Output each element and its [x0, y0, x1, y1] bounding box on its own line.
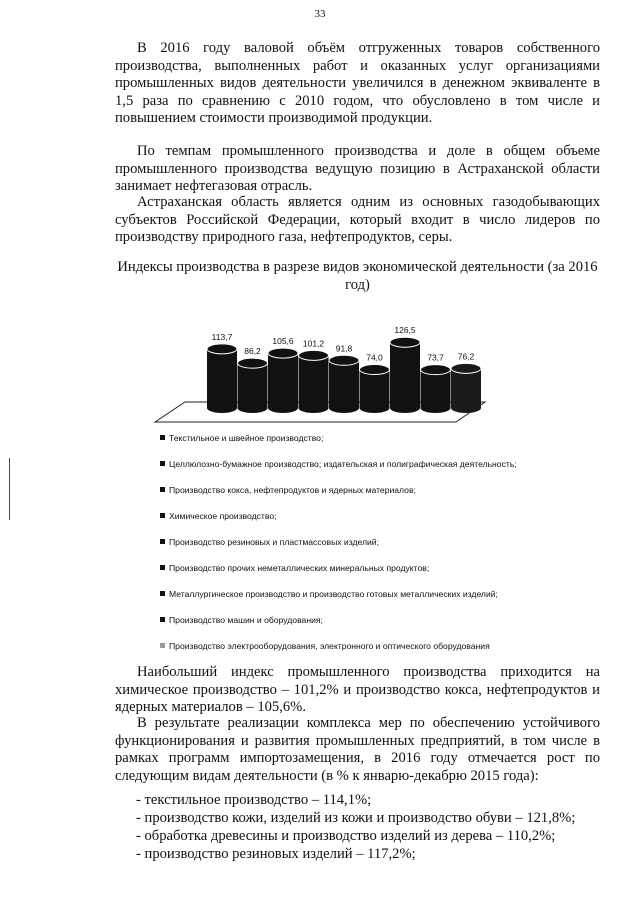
chart-bar	[329, 355, 359, 413]
legend-item	[160, 562, 517, 588]
chart-data-label: 101,2	[302, 338, 325, 349]
chart-bar	[360, 365, 390, 413]
chart-data-label: 113,7	[211, 331, 233, 342]
chart-bar	[421, 365, 451, 413]
paragraph-gas-region: Астраханская область является одним из основных газодобывающих субъектов Российской Федерации, который входит в число лидеров по производству природного газа, нефтепродуктов, серы.	[115, 194, 600, 246]
list-item: - текстильное производство – 114,1%;	[136, 792, 372, 808]
growth-list	[136, 791, 575, 863]
margin-line	[9, 458, 10, 520]
legend-item	[160, 614, 517, 640]
legend-item	[160, 588, 517, 614]
legend-label: Производство электрооборудования, электронного и оптического оборудования	[169, 641, 490, 651]
chart-data-label: 74,0	[366, 352, 383, 363]
legend-swatch	[160, 487, 165, 492]
legend-swatch	[160, 435, 165, 440]
legend-item	[160, 458, 517, 484]
chart-data-label: 86,2	[244, 346, 261, 357]
chart-title: Индексы производства в разрезе видов экономической деятельности (за 2016 год)	[117, 259, 598, 293]
chart-data-label: 76,2	[457, 351, 475, 362]
legend-swatch	[160, 643, 165, 648]
list-item: - обработка древесины и производство изделий из дерева – 110,2%;	[136, 828, 556, 844]
legend-label: Металлургическое производство и производство готовых металлических изделий;	[169, 589, 498, 599]
legend-label: Производство прочих неметаллических минеральных продуктов;	[169, 563, 430, 573]
legend-item	[160, 510, 517, 536]
legend-item	[160, 432, 517, 458]
legend-swatch	[160, 591, 165, 596]
legend-label: Производство кокса, нефтепродуктов и ядерных материалов;	[169, 485, 416, 495]
legend-label: Химическое производство;	[169, 511, 277, 521]
chart-bar	[299, 350, 329, 413]
chart-data-label: 126,5	[394, 325, 416, 336]
chart-bar	[238, 358, 268, 413]
page-number: 33	[314, 8, 326, 20]
paragraph-highest-index: Наибольший индекс промышленного производства приходится на химическое производство – 101,2% и производство кокса, нефтепродуктов и ядерных материалов – 105,6%.	[115, 664, 600, 716]
chart-data-label: 105,6	[272, 336, 294, 347]
legend-item	[160, 536, 517, 562]
legend-label: Производство машин и оборудования;	[169, 615, 323, 625]
list-item: - производство кожи, изделий из кожи и производство обуви – 121,8%;	[136, 810, 576, 826]
legend-item	[160, 484, 517, 510]
chart-data-label: 91,8	[335, 343, 353, 354]
paragraph-oil-gas-leader: По темпам промышленного производства и доле в общем объеме промышленного производства ведущую позицию в Астраханской области занимает нефтегазовая отрасль.	[115, 143, 600, 195]
legend-swatch	[160, 461, 165, 466]
legend-swatch	[160, 539, 165, 544]
legend-item	[160, 640, 517, 666]
list-item: - производство резиновых изделий – 117,2%;	[136, 846, 416, 862]
legend-label: Целлюлозно-бумажное производство; издательская и полиграфическая деятельность;	[169, 459, 517, 469]
chart-bar	[207, 344, 237, 413]
production-index-chart	[150, 296, 500, 426]
paragraph-gross-output: В 2016 году валовой объём отгруженных товаров собственного производства, выполненных работ и оказанных услуг организациями промышленных видов деятельности увеличился в денежном эквиваленте в 1,5 раза по сравнению с 2010 годом, что обусловлено в том числе и повышением стоимости производимой продукции.	[115, 40, 600, 127]
legend-label: Производство резиновых и пластмассовых изделий;	[169, 537, 379, 547]
chart-bar	[390, 337, 420, 413]
legend-label: Текстильное и швейное производство;	[169, 433, 324, 443]
chart-legend	[160, 432, 517, 666]
legend-swatch	[160, 565, 165, 570]
chart-bar	[268, 348, 298, 413]
chart-data-label: 73,7	[427, 352, 444, 363]
paragraph-growth-intro: В результате реализации комплекса мер по обеспечению устойчивого функционирования и развития промышленных предприятий, в том числе в рамках программ импортозамещения, в 2016 году отмечается рост по следующим видам деятельности (в % к январю-декабрю 2015 года):	[115, 715, 600, 784]
legend-swatch	[160, 513, 165, 518]
legend-swatch	[160, 617, 165, 622]
chart-bar	[451, 363, 481, 413]
